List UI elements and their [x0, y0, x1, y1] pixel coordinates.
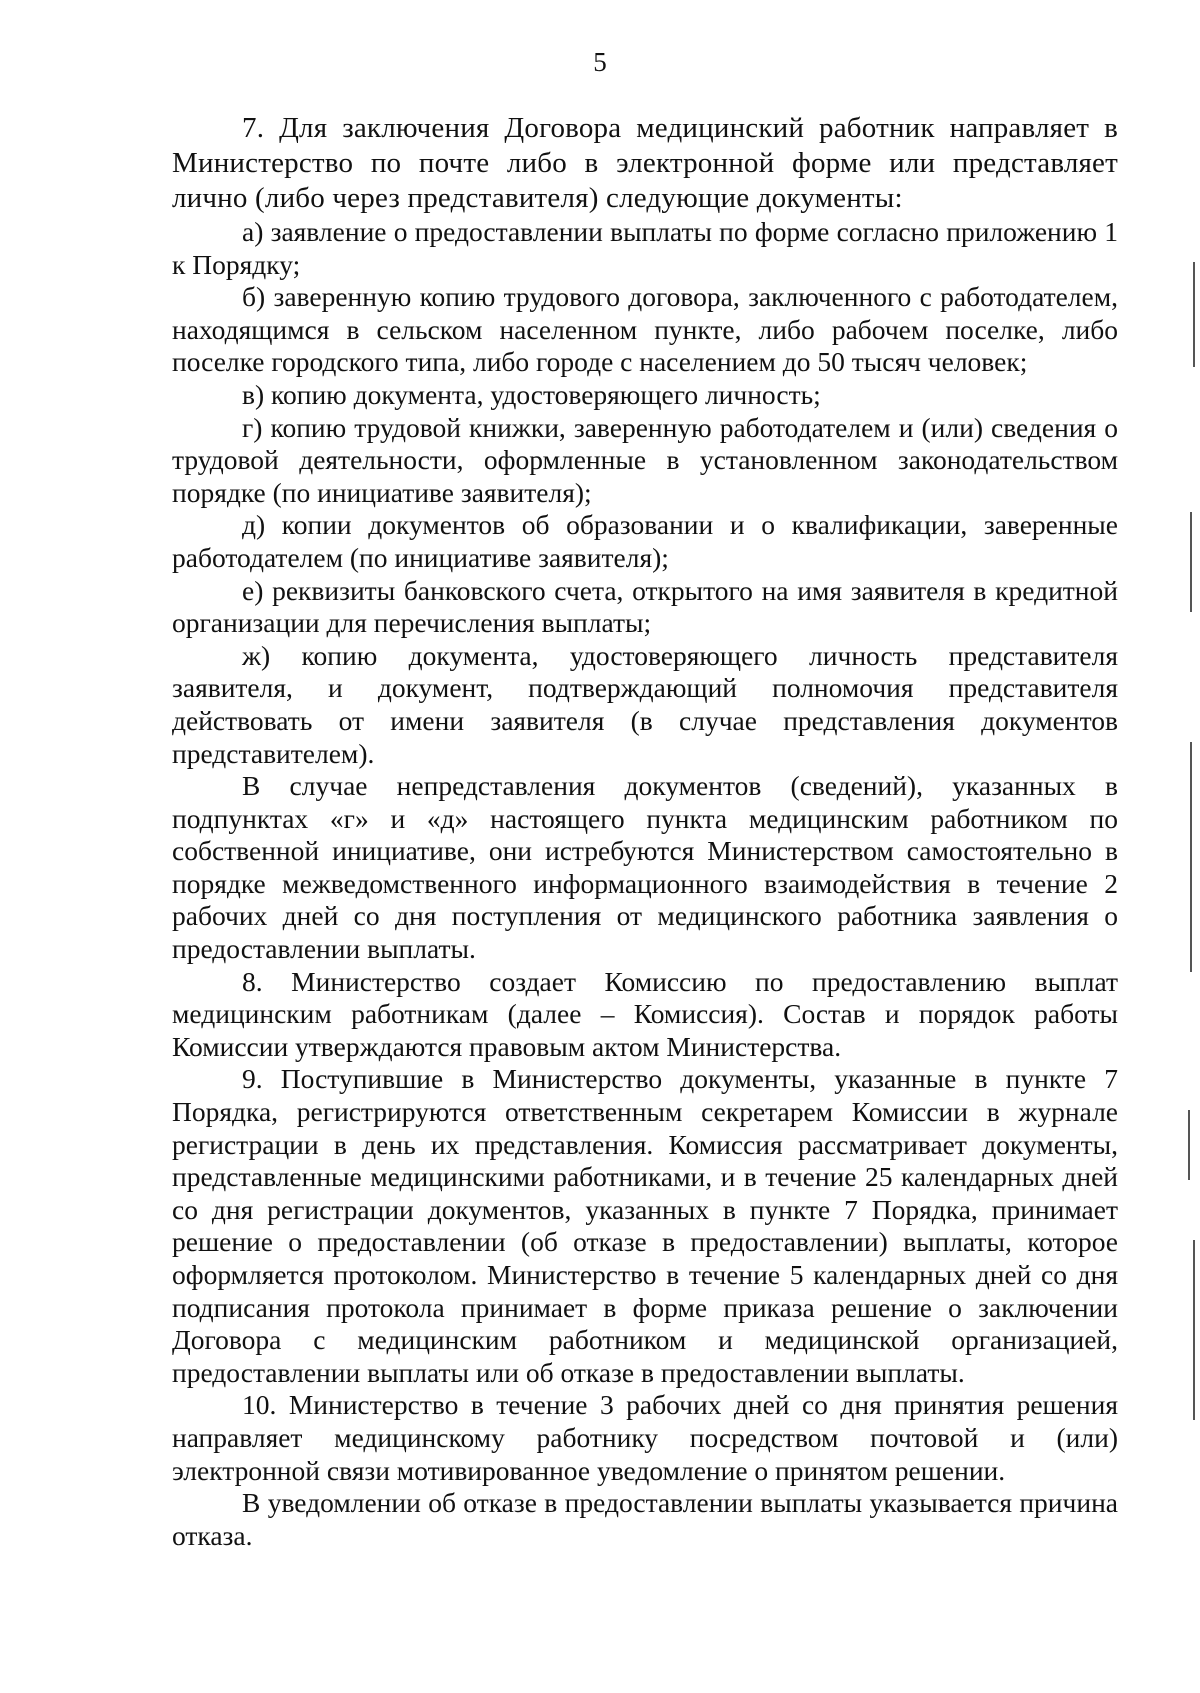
document-body — [172, 111, 1118, 1552]
item-zh: ж) копию документа, удостоверяющего личность представителя заявителя, и документ, подтверждающий полномочия представителя действовать от имени заявителя (в случае представления документов представителем). — [172, 639, 1118, 769]
paragraph-10: 10. Министерство в течение 3 рабочих дней со дня принятия решения направляет медицинскому работнику посредством почтовой и (или) электронной связи мотивированное уведомление о принятом решении. — [172, 1389, 1118, 1486]
scan-artifact-line — [1190, 512, 1192, 612]
paragraph-non-submission: В случае непредставления документов (сведений), указанных в подпунктах «г» и «д» настоящего пункта медицинским работником по собственной инициативе, они истребуются Министерством самостоятельно в порядке межведомственного информационного взаимодействия в течение 2 рабочих дней со дня поступления от медицинского работника заявления о предоставлении выплаты. — [172, 770, 1118, 965]
paragraph-refusal-notice: В уведомлении об отказе в предоставлении выплаты указывается причина отказа. — [172, 1487, 1118, 1551]
paragraph-8: 8. Министерство создает Комиссию по предоставлению выплат медицинским работникам (далее – Комиссия). Состав и порядок работы Комиссии утверждаются правовым актом Министерства. — [172, 965, 1118, 1062]
item-g: г) копию трудовой книжки, заверенную работодателем и (или) сведения о трудовой деятельности, оформленные в установленном законодательством порядке (по инициативе заявителя); — [172, 411, 1118, 508]
scan-artifact-line — [1193, 1240, 1195, 1420]
item-v: в) копию документа, удостоверяющего личность; — [242, 378, 821, 410]
item-a: а) заявление о предоставлении выплаты по форме согласно приложению 1 к Порядку; — [172, 216, 1118, 280]
item-d: д) копии документов об образовании и о квалификации, заверенные работодателем (по инициативе заявителя); — [172, 509, 1118, 573]
item-e: е) реквизиты банковского счета, открытого на имя заявителя в кредитной организации для перечисления выплаты; — [172, 574, 1118, 639]
scan-artifact-line — [1188, 1110, 1190, 1180]
scan-artifact-line — [1193, 262, 1195, 367]
page-number: 5 — [593, 47, 607, 77]
scan-artifact-line — [1190, 742, 1192, 972]
paragraph-9: 9. Поступившие в Министерство документы, указанные в пункте 7 Порядка, регистрируются ответственным секретарем Комиссии в журнале регистрации в день их представления. Комиссия рассматривает документы, представленные медицинскими работниками, и в течение 25 календарных дней со дня регистрации документов, указанных в пункте 7 Порядка, принимает решение о предоставлении (об отказе в предоставлении) выплаты, которое оформляется протоколом. Министерство в течение 5 календарных дней со дня подписания протокола принимает в форме приказа решение о заключении Договора с медицинским работником и медицинской организацией, предоставлении выплаты или об отказе в предоставлении выплаты. — [172, 1063, 1118, 1388]
paragraph-7: 7. Для заключения Договора медицинский работник направляет в Министерство по почте либо в электронной форме или представляет лично (либо через представителя) следующие документы: — [172, 112, 1118, 214]
item-b: б) заверенную копию трудового договора, заключенного с работодателем, находящимся в сельском населенном пункте, либо рабочем поселке, либо поселке городского типа, либо городе с населением до 50 тысяч человек; — [172, 281, 1118, 378]
